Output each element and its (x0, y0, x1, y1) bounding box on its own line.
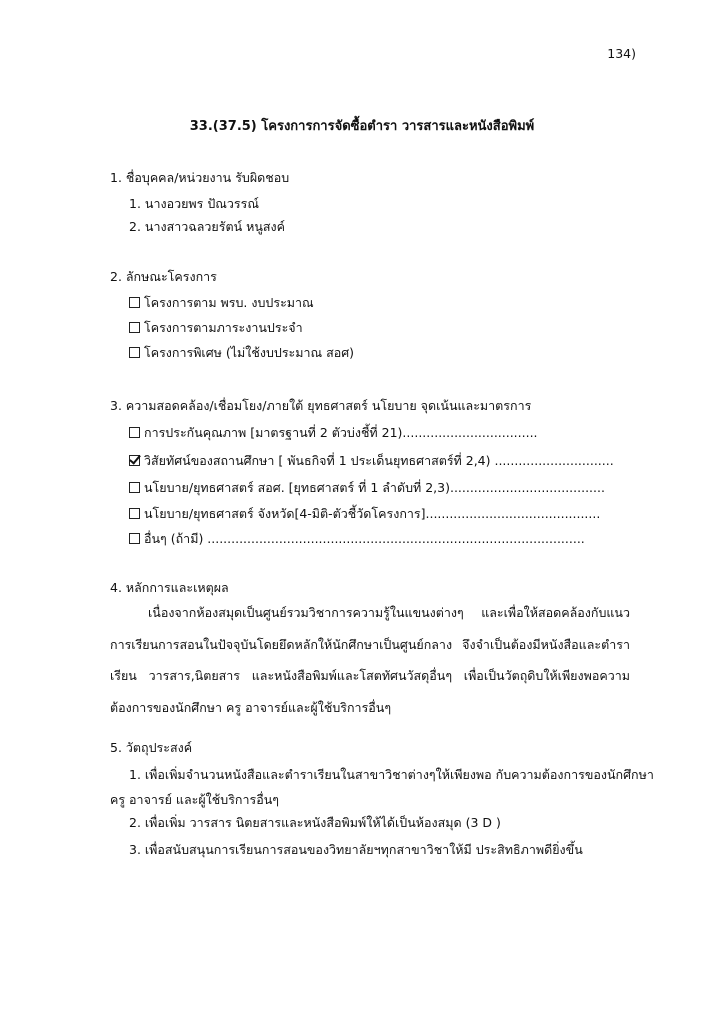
checkbox-icon[interactable] (129, 508, 140, 519)
section1-heading: 1. ชื่อบุคคล/หน่วยงาน รับผิดชอบ (110, 170, 290, 185)
option-label: อื่นๆ (ถ้ามี) ............................................................................................... (144, 531, 585, 546)
option-label: การประกันคุณภาพ [มาตรฐานที่ 2 ตัวบ่งชี้ที่ 21).................................. (144, 425, 538, 440)
checkbox-icon[interactable] (129, 427, 140, 438)
project-type-option-1[interactable] (129, 295, 314, 311)
option-label: นโยบาย/ยุทธศาสตร์ สอศ. [ยุทธศาสตร์ ที่ 1 ลำดับที่ 2,3)....................................... (144, 480, 605, 495)
document-title: 33.(37.5) โครงการการจัดซื้อตำรา วารสารและหนังสือพิมพ์ (189, 119, 535, 134)
option-label: โครงการพิเศษ (ไม่ใช้งบประมาณ สอศ) (144, 345, 355, 360)
project-type-option-3[interactable] (129, 345, 354, 361)
checkbox-icon[interactable] (129, 347, 140, 358)
option-label: นโยบาย/ยุทธศาสตร์ จังหวัด[4-มิติ-ตัวชี้วัดโครงการ]............................................ (144, 506, 601, 521)
page-number: 134) (607, 46, 636, 61)
checkbox-icon[interactable] (129, 482, 140, 493)
project-type-option-2[interactable] (129, 320, 303, 336)
alignment-option-5[interactable] (129, 531, 585, 547)
section4-heading: 4. หลักการและเหตุผล (110, 580, 229, 595)
checkbox-icon[interactable] (129, 322, 140, 333)
alignment-option-2[interactable] (129, 453, 614, 469)
section5-heading: 5. วัตถุประสงค์ (110, 740, 193, 755)
rationale-paragraph (110, 597, 630, 723)
objective-1-line-1: 1. เพื่อเพิ่มจำนวนหนังสือและตำราเรียนในสาขาวิชาต่างๆให้เพียงพอ กับความต้องการของนักศึกษา (129, 767, 654, 782)
checkbox-icon[interactable] (129, 533, 140, 544)
option-label: โครงการตาม พรบ. งบประมาณ (144, 295, 314, 310)
checkbox-icon[interactable] (129, 297, 140, 308)
objective-3: 3. เพื่อสนับสนุนการเรียนการสอนของวิทยาลัยฯทุกสาขาวิชาให้มี ประสิทธิภาพดียิ่งขึ้น (129, 842, 583, 857)
objective-2: 2. เพื่อเพิ่ม วารสาร นิตยสารและหนังสือพิมพ์ให้ได้เป็นห้องสมุด (3 D ) (129, 815, 501, 830)
section3-heading: 3. ความสอดคล้อง/เชื่อมโยง/ภายใต้ ยุทธศาสตร์ นโยบาย จุดเน้นและมาตรการ (110, 398, 532, 413)
alignment-option-4[interactable] (129, 506, 600, 522)
option-label: โครงการตามภาระงานประจำ (144, 320, 303, 335)
option-label: วิสัยทัศน์ของสถานศึกษา [ พันธกิจที่ 1 ประเด็นยุทธศาสตร์ที่ 2,4) .............................. (144, 453, 614, 468)
section2-heading: 2. ลักษณะโครงการ (110, 269, 217, 284)
responsible-person-2: 2. นางสาวฉลวยรัตน์ หนูสงค์ (129, 219, 285, 234)
responsible-person-1: 1. นางอวยพร ปัณวรรณ์ (129, 196, 259, 211)
alignment-option-3[interactable] (129, 480, 605, 496)
rationale-text: เนื่องจากห้องสมุดเป็นศูนย์รวมวิชาการความรู้ในแขนงต่างๆ และเพื่อให้สอดคล้องกับแนวการเรียนการสอนในปัจจุบันโดยยึดหลักให้นักศึกษาเป็นศูนย์กลาง จึงจำเป็นต้องมีหนังสือและตำราเรียน วารสาร,นิตยสาร และหนังสือพิมพ์และโสตทัศนวัสดุอื่นๆ เพื่อเป็นวัตถุดิบให้เพียงพอความต้องการของนักศึกษา ครู อาจารย์และผู้ใช้บริการอื่นๆ (110, 605, 630, 715)
checkbox-checked-icon[interactable] (129, 455, 140, 466)
objective-1-line-2: ครู อาจารย์ และผู้ใช้บริการอื่นๆ (110, 792, 279, 807)
alignment-option-1[interactable] (129, 425, 538, 441)
